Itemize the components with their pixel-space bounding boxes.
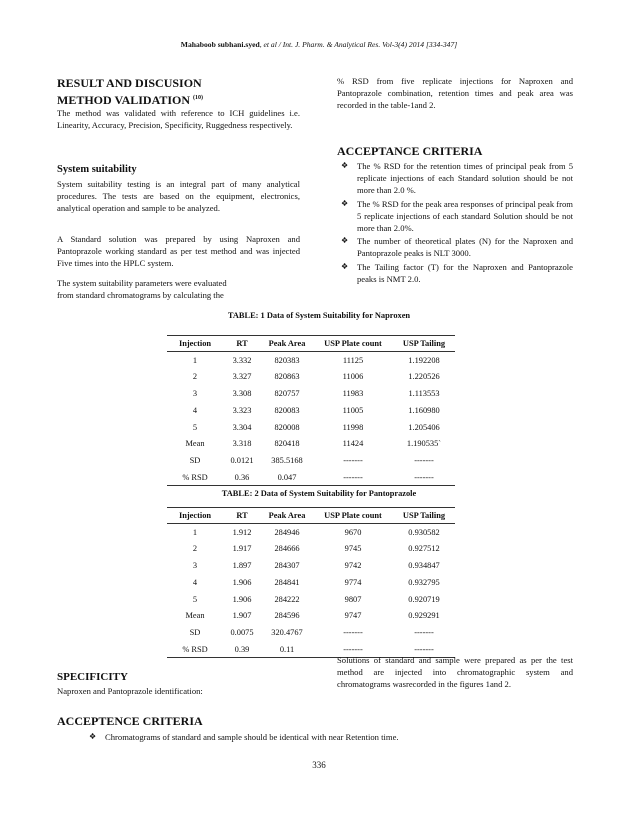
criteria-item: ❖ The number of theoretical plates (N) for the Naproxen and Pantoprazole peaks is NLT 3000. xyxy=(341,236,573,259)
diamond-bullet-icon: ❖ xyxy=(341,161,349,170)
table-cell: 5 xyxy=(192,594,198,604)
table-cell: 1.912 xyxy=(232,527,252,537)
criteria-item: ❖ The Tailing factor (T) for the Naproxen and Pantoprazole peaks is NMT 2.0. xyxy=(341,261,573,284)
table-cell: 1.917 xyxy=(232,544,252,554)
result-heading: RESULT AND DISCUSION xyxy=(57,76,202,90)
acceptance-heading: ACCEPTANCE CRITERIA xyxy=(337,144,483,158)
table-row xyxy=(167,352,455,369)
specificity-heading: SPECIFICITY xyxy=(57,671,128,683)
column-header: Injection xyxy=(167,336,223,352)
diamond-bullet-icon: ❖ xyxy=(341,236,349,246)
table-cell: 1.160980 xyxy=(408,405,440,415)
table-cell: 284222 xyxy=(274,594,300,604)
table-cell: 820083 xyxy=(274,405,300,415)
table-cell: 2 xyxy=(192,544,198,554)
table-cell: 3.318 xyxy=(232,439,252,449)
column-header: Peak Area xyxy=(261,336,313,352)
table-cell: 1.906 xyxy=(232,577,252,587)
table-cell: 284841 xyxy=(274,577,300,587)
continuation-paragraph: % RSD from five replicate injections for Naproxen and Pantoprazole combination, retention times and peak area was recorded in the table-1and 2. xyxy=(337,76,573,111)
table-cell: 1.897 xyxy=(232,560,252,570)
table-cell: ------- xyxy=(393,641,455,658)
table-row xyxy=(167,435,455,452)
table-cell: 320.4767 xyxy=(271,628,303,638)
acceptence-list xyxy=(85,731,565,744)
table-row xyxy=(167,540,455,557)
validation-paragraph: The method was validated with reference to ICH guidelines i.e. Linearity, Accuracy, Precision, Specificity, Ruggedness respectively. xyxy=(57,108,300,131)
criteria-item: ❖ The % RSD for the peak area responses of principal peak from 5 replicate injections of each standard Solution should be not more than 2.0%. xyxy=(341,198,573,234)
table-cell: ------- xyxy=(393,469,455,486)
table-cell: ------- xyxy=(313,469,393,486)
table-row xyxy=(167,624,455,641)
specificity-text: Naproxen and Pantoprazole identification: xyxy=(57,686,203,696)
column-header: RT xyxy=(223,336,261,352)
table-header-row xyxy=(167,508,455,524)
table-cell: 3.323 xyxy=(232,405,252,415)
table-cell: 1.190535` xyxy=(406,439,442,449)
table-cell: 3 xyxy=(192,388,198,398)
table-cell: 1.113553 xyxy=(408,388,440,398)
table-cell: ------- xyxy=(414,628,434,638)
table-row xyxy=(167,574,455,591)
table-cell: 0.934847 xyxy=(408,560,440,570)
table-cell: 820008 xyxy=(274,422,300,432)
table-cell: ------- xyxy=(343,456,363,466)
table-row xyxy=(167,385,455,402)
column-header: USP Plate count xyxy=(313,508,393,524)
suitability-paragraph-3: The system suitability parameters were evaluated from standard chromatograms by calculating the xyxy=(57,278,227,301)
table-cell: 284946 xyxy=(274,527,300,537)
table1-body xyxy=(167,352,455,486)
suitability-heading: System suitability xyxy=(57,164,137,175)
table-cell: 385.5168 xyxy=(271,456,303,466)
column-header: USP Tailing xyxy=(393,508,455,524)
table-header-row xyxy=(167,336,455,352)
table-cell: 2 xyxy=(192,372,198,382)
table-cell: 820418 xyxy=(274,439,300,449)
table-cell: 5 xyxy=(192,422,198,432)
table-row xyxy=(167,452,455,469)
table-cell: 11125 xyxy=(342,355,364,365)
running-header xyxy=(0,40,638,49)
table-cell: SD xyxy=(189,456,201,466)
table-cell: 4 xyxy=(192,577,198,587)
table-cell: 0.39 xyxy=(223,641,261,658)
table-cell: 284307 xyxy=(274,560,300,570)
column-header: Peak Area xyxy=(261,508,313,524)
table-cell: ------- xyxy=(414,456,434,466)
table-row xyxy=(167,469,455,486)
table-row xyxy=(167,607,455,624)
table-cell: 1.907 xyxy=(232,611,252,621)
table-cell: 820863 xyxy=(274,372,300,382)
column-header: RT xyxy=(223,508,261,524)
diamond-bullet-icon: ❖ xyxy=(89,732,97,741)
table-cell: 3.327 xyxy=(232,372,252,382)
suitability-paragraph-1: System suitability testing is an integral part of many analytical procedures. The tests are based on the equipment, electronics, analytical operation and sample to be analyzed. xyxy=(57,179,300,214)
table-cell: 4 xyxy=(192,405,198,415)
table-cell: 820757 xyxy=(274,388,300,398)
table-cell: 11006 xyxy=(342,372,364,382)
table-cell: 0.920719 xyxy=(408,594,440,604)
table1-caption: TABLE: 1 Data of System Suitability for Naproxen xyxy=(227,311,411,320)
criteria-item: ❖ Chromatograms of standard and sample should be identical with near Retention time. xyxy=(89,732,399,742)
table-cell: 11983 xyxy=(342,388,364,398)
table-cell: 9747 xyxy=(344,611,362,621)
criteria-item: ❖ The % RSD for the retention times of principal peak from 5 replicate injections of each Standard solution should be not more than 2.0 %. xyxy=(341,161,573,196)
acceptence-heading: ACCEPTENCE CRITERIA xyxy=(57,714,203,728)
table-cell: 9807 xyxy=(344,594,362,604)
table-cell: 3.304 xyxy=(232,422,252,432)
table-cell: 284596 xyxy=(274,611,300,621)
table-cell: 0.0075 xyxy=(230,628,254,638)
acceptance-list xyxy=(337,160,573,286)
table-row xyxy=(167,591,455,608)
column-header: USP Plate count xyxy=(313,336,393,352)
column-header: Injection xyxy=(167,508,223,524)
table-cell: Mean xyxy=(185,439,205,449)
table-cell: 0.36 xyxy=(223,469,261,486)
table-row xyxy=(167,524,455,541)
table-cell: 3.332 xyxy=(232,355,252,365)
table-cell: 0.927512 xyxy=(408,544,440,554)
table-cell: 11005 xyxy=(342,405,364,415)
table-cell: % RSD xyxy=(167,641,223,658)
table-cell: 9670 xyxy=(344,527,362,537)
table-cell: % RSD xyxy=(167,469,223,486)
table2-body xyxy=(167,524,455,658)
diamond-bullet-icon: ❖ xyxy=(341,198,349,208)
table-cell: 0.929291 xyxy=(408,611,440,621)
table-cell: 820383 xyxy=(274,355,300,365)
table-cell: 9774 xyxy=(344,577,362,587)
specificity-right-paragraph: Solutions of standard and sample were prepared as per the test method are injected into chromatographic system and chromatograms wasrecorded in the figures 1and 2. xyxy=(337,655,573,690)
table-cell: 0.047 xyxy=(261,469,313,486)
header-journal: , et al / Int. J. Pharm. & Analytical Res. Vol-3(4) 2014 [334-347] xyxy=(259,40,458,49)
table-cell: 0.11 xyxy=(261,641,313,658)
table-cell: 284666 xyxy=(274,544,300,554)
table-cell: ------- xyxy=(313,641,393,658)
table-cell: 1.205406 xyxy=(408,422,440,432)
validation-reference: (10) xyxy=(193,95,204,101)
table-cell: 1 xyxy=(192,527,198,537)
page-number: 336 xyxy=(312,760,326,770)
table-cell: 0.930582 xyxy=(408,527,440,537)
table-cell: 9742 xyxy=(344,560,362,570)
table-cell: 11998 xyxy=(342,422,364,432)
table2-caption: TABLE: 2 Data of System Suitability for Pantoprazole xyxy=(221,489,417,498)
table-row xyxy=(167,419,455,436)
header-authors: Mahaboob subhani.syed xyxy=(180,40,260,49)
table-cell: 1.906 xyxy=(232,594,252,604)
column-header: USP Tailing xyxy=(393,336,455,352)
table-cell: 11424 xyxy=(342,439,364,449)
table-cell: 1 xyxy=(192,355,198,365)
table-cell: 9745 xyxy=(344,544,362,554)
table-cell: 3.308 xyxy=(232,388,252,398)
validation-heading: METHOD VALIDATION $^{(10)}$ xyxy=(57,93,204,107)
table-cell: 3 xyxy=(192,560,198,570)
table-cell: 1.192208 xyxy=(408,355,440,365)
table-cell: ------- xyxy=(343,628,363,638)
table-row xyxy=(167,402,455,419)
table-row xyxy=(167,557,455,574)
table-cell: Mean xyxy=(185,611,205,621)
table-cell: 0.932795 xyxy=(408,577,440,587)
table-cell: 1.220526 xyxy=(408,372,440,382)
diamond-bullet-icon: ❖ xyxy=(341,261,349,271)
suitability-paragraph-2: A Standard solution was prepared by using Naproxen and Pantoprazole working standard as per test method and was injected Five times into the HPLC system. xyxy=(57,234,300,269)
table-cell: SD xyxy=(189,628,201,638)
table2 xyxy=(167,507,455,658)
table-row xyxy=(167,368,455,385)
table-cell: 0.0121 xyxy=(230,456,254,466)
table1 xyxy=(167,335,455,486)
